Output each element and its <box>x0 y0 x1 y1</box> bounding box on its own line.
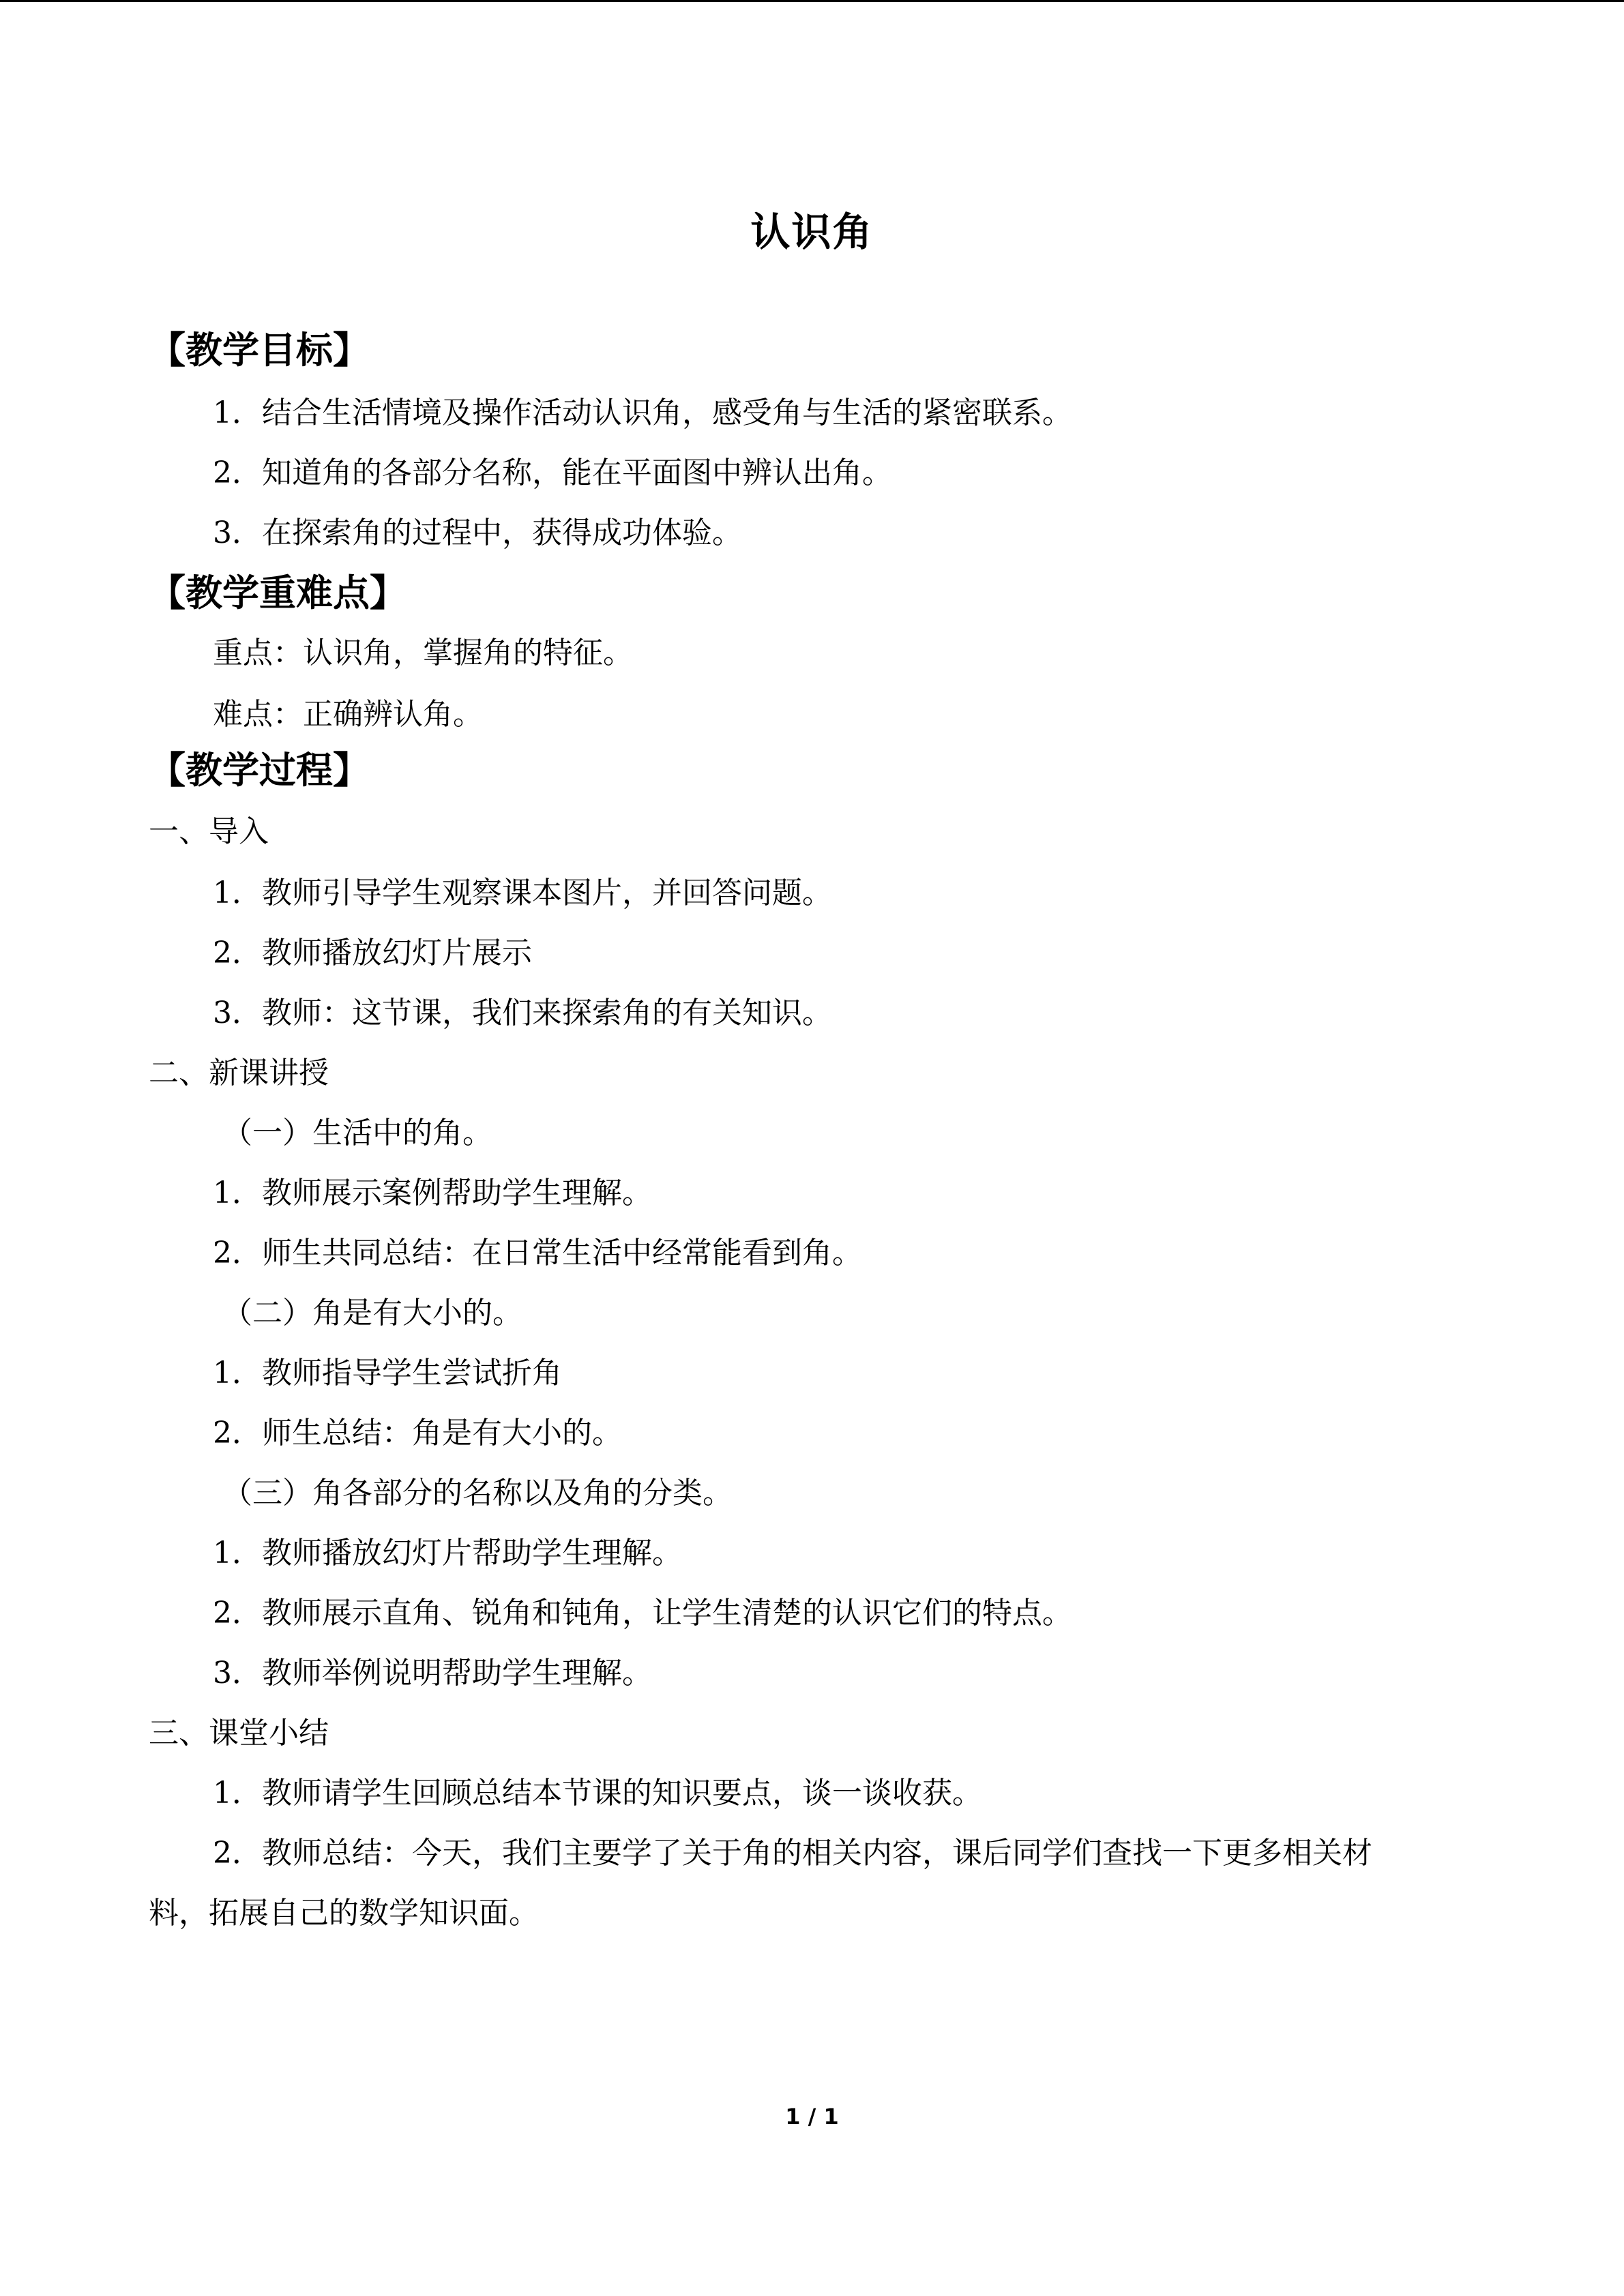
process-subsection-title: （一）生活中的角。 <box>222 1116 492 1150</box>
document-title: 认识角 <box>750 209 874 255</box>
section-heading-objectives: 【教学目标】 <box>149 329 370 372</box>
process-item: 1．教师引导学生观察课本图片，并回答问题。 <box>213 876 832 910</box>
process-item: 3．教师举例说明帮助学生理解。 <box>213 1656 652 1690</box>
process-part-title: 三、课堂小结 <box>149 1716 329 1750</box>
process-item: 2．师生总结：角是有大小的。 <box>213 1416 622 1450</box>
process-subsection-title: （二）角是有大小的。 <box>222 1296 522 1330</box>
process-item: 1．教师请学生回顾总结本节课的知识要点，谈一谈收获。 <box>213 1776 982 1810</box>
objective-item: 3．在探索角的过程中，获得成功体验。 <box>213 516 742 550</box>
process-item: 2．教师总结：今天，我们主要学了关于角的相关内容，课后同学们查找一下更多相关材 <box>213 1836 1372 1870</box>
section-heading-process: 【教学过程】 <box>149 749 370 792</box>
process-item: 1．教师播放幻灯片帮助学生理解。 <box>213 1536 682 1570</box>
section-heading-key-points: 【教学重难点】 <box>149 571 407 614</box>
process-item: 3．教师：这节课，我们来探索角的有关知识。 <box>213 996 832 1030</box>
process-item: 2．教师播放幻灯片展示 <box>213 936 532 970</box>
process-item: 1．教师展示案例帮助学生理解。 <box>213 1176 652 1210</box>
key-point-item: 重点：认识角，掌握角的特征。 <box>213 636 633 670</box>
process-item: 2．师生共同总结：在日常生活中经常能看到角。 <box>213 1236 862 1270</box>
process-item: 2．教师展示直角、锐角和钝角，让学生清楚的认识它们的特点。 <box>213 1596 1072 1630</box>
process-item: 1．教师指导学生尝试折角 <box>213 1356 562 1390</box>
process-item-continuation: 料，拓展自己的数学知识面。 <box>149 1896 539 1930</box>
process-part-title: 一、导入 <box>149 814 269 849</box>
key-point-item: 难点：正确辨认角。 <box>213 697 483 732</box>
objective-item: 1．结合生活情境及操作活动认识角，感受角与生活的紧密联系。 <box>213 396 1072 430</box>
objective-item: 2．知道角的各部分名称，能在平面图中辨认出角。 <box>213 456 892 490</box>
process-subsection-title: （三）角各部分的名称以及角的分类。 <box>222 1476 733 1510</box>
process-part-title: 二、新课讲授 <box>149 1056 329 1090</box>
page-number: 1 / 1 <box>785 2104 839 2130</box>
